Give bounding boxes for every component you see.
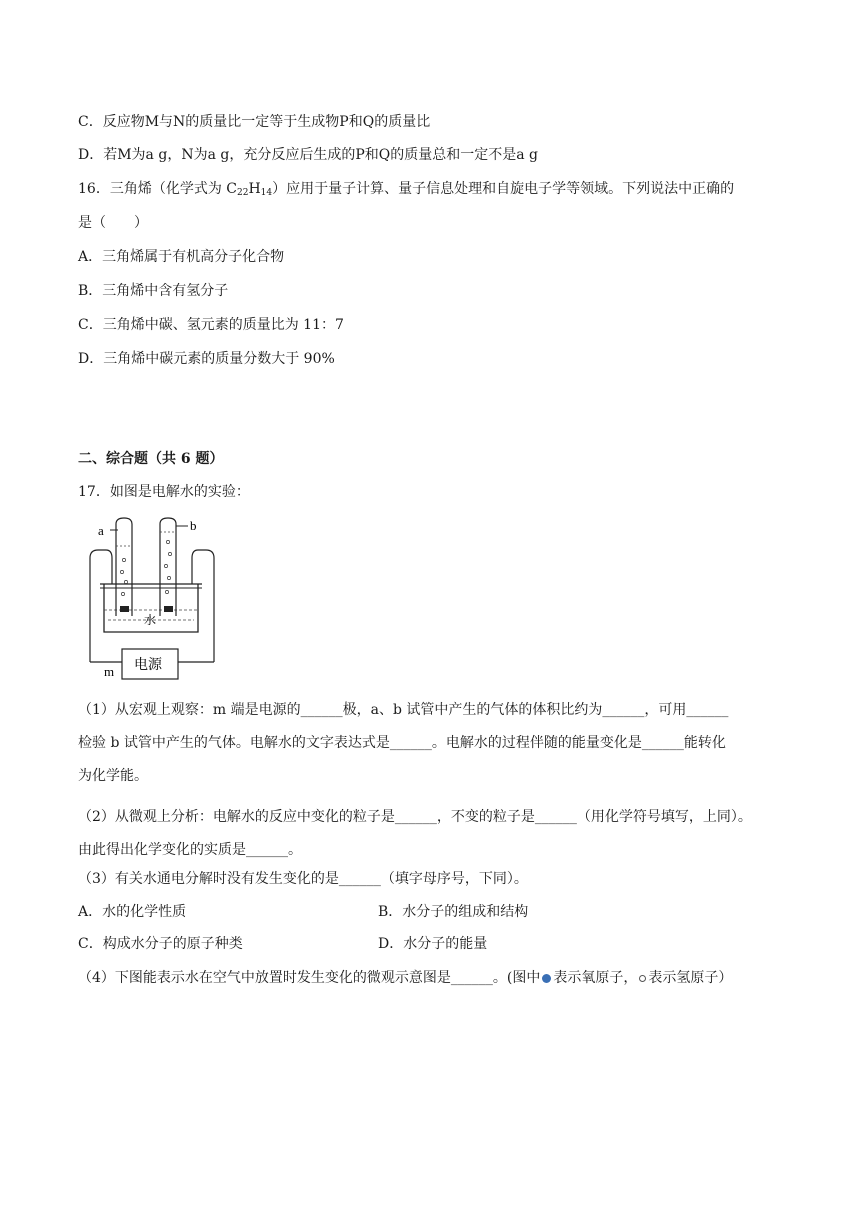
power-supply-label: 电源 <box>134 657 162 673</box>
label-water: 水 <box>144 613 157 627</box>
electrolysis-apparatus-figure <box>82 516 222 686</box>
label-m: m <box>104 664 115 679</box>
q17-part1-line2: 检验 b 试管中产生的气体。电解水的文字表达式是______。电解水的过程伴随的能量变化是______能转化 <box>78 735 726 751</box>
q17-option-c: C．构成水分子的原子种类 <box>78 936 243 952</box>
q17-option-a: A．水的化学性质 <box>78 904 187 920</box>
q17-option-b: B．水分子的组成和结构 <box>378 904 529 920</box>
q17-part4: （4）下图能表示水在空气中放置时发生变化的微观示意图是______。(图中 表示氧原子， 表示氢原子） <box>78 970 733 986</box>
oxygen-atom-icon <box>542 974 551 983</box>
electrode-b <box>164 606 173 612</box>
q17-part1-line3: 为化学能。 <box>78 768 148 784</box>
q17-part3: （3）有关水通电分解时没有发生变化的是______（填字母序号，下同）。 <box>78 871 528 887</box>
q16-option-a: A．三角烯属于有机高分子化合物 <box>78 249 285 265</box>
test-tube-b <box>160 518 176 616</box>
wire-left <box>90 550 112 662</box>
q17-part2-line2: 由此得出化学变化的实质是______。 <box>78 842 302 858</box>
wire-right <box>192 550 214 662</box>
q15-option-c: C．反应物M与N的质量比一定等于生成物P和Q的质量比 <box>78 114 431 130</box>
q16-option-c: C．三角烯中碳、氢元素的质量比为 11：7 <box>78 317 344 333</box>
q17-part2-line1: （2）从微观上分析：电解水的反应中变化的粒子是______，不变的粒子是______（用化学符号填写，上同）。 <box>78 809 752 825</box>
test-tube-a <box>116 518 132 616</box>
electrode-a <box>120 606 129 612</box>
q17-stem: 17．如图是电解水的实验： <box>78 484 250 500</box>
section-heading: 二、综合题（共 6 题） <box>78 451 224 467</box>
q17-part1-line1: （1）从宏观上观察：m 端是电源的______极，a、b 试管中产生的气体的体积比约为______，可用______ <box>78 702 729 718</box>
label-b: b <box>190 518 197 533</box>
q15-option-d: D．若M为a g，N为a g，充分反应后生成的P和Q的质量总和一定不是a g <box>78 147 538 163</box>
q16-option-b: B．三角烯中含有氢分子 <box>78 283 229 299</box>
q16-option-d: D．三角烯中碳元素的质量分数大于 90% <box>78 351 335 367</box>
q16-stem-line1: 16．三角烯（化学式为 $C_{22}H_{14}$）应用于量子计算、量子信息处理和自旋电子学等领域。下列说法中正确的 <box>78 181 735 198</box>
label-a: a <box>98 523 104 538</box>
hydrogen-atom-icon <box>639 975 646 982</box>
q17-option-d: D．水分子的能量 <box>378 936 488 952</box>
q16-stem-line2: 是（ ） <box>78 215 148 231</box>
